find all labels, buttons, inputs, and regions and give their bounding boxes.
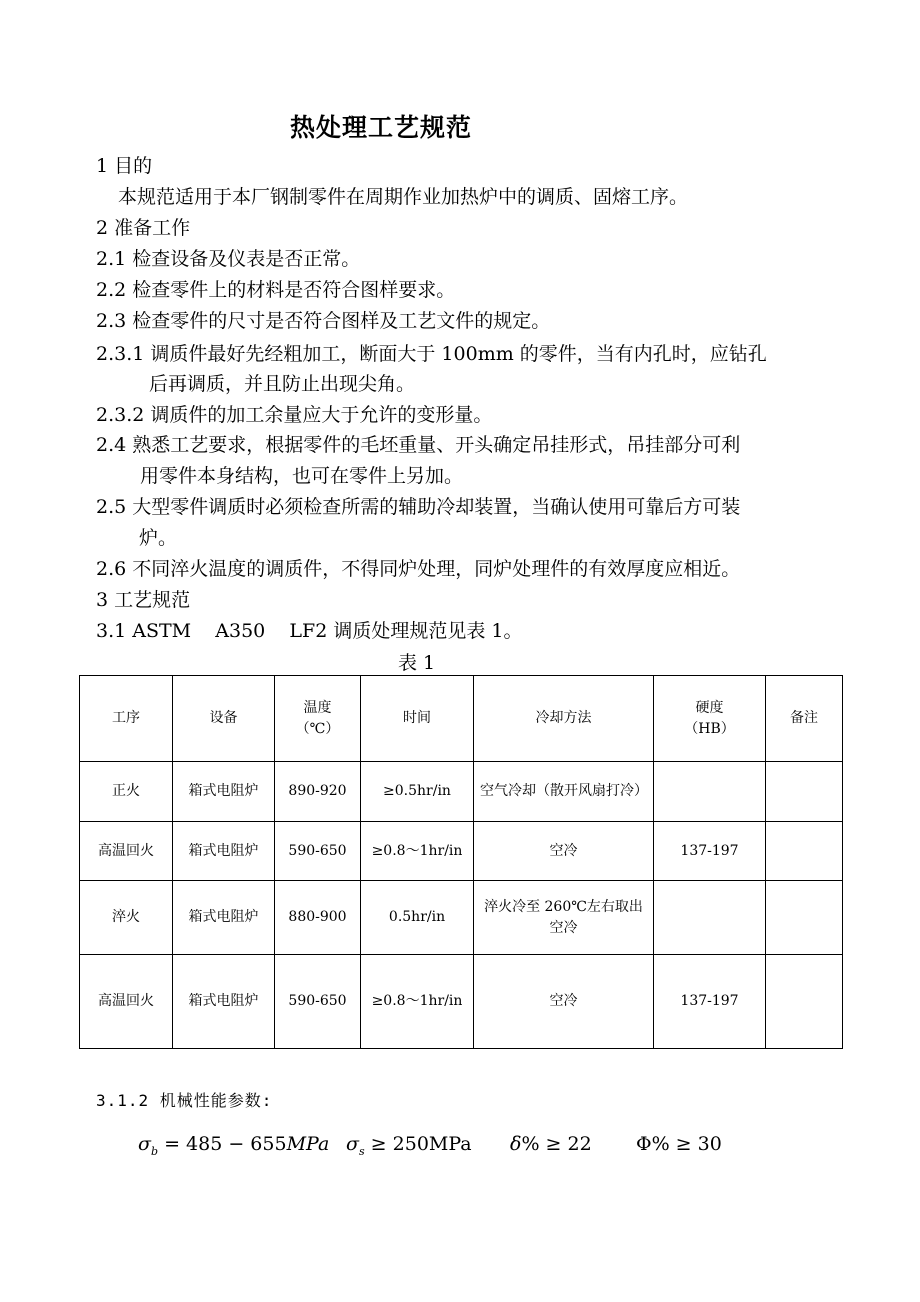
cell-cooling: 淬火冷至 260℃左右取出空冷 <box>474 881 654 955</box>
cell-time: ≥0.8～1hr/in <box>361 822 474 881</box>
cell-process: 高温回火 <box>80 955 173 1049</box>
cell-cooling: 空冷 <box>474 822 654 881</box>
process-table <box>79 675 843 1049</box>
cell-equipment: 箱式电阻炉 <box>173 762 275 822</box>
page-title: 热处理工艺规范 <box>290 113 473 142</box>
table-row <box>80 822 843 881</box>
cell-process: 淬火 <box>80 881 173 955</box>
table-row <box>80 955 843 1049</box>
cell-hardness <box>654 762 766 822</box>
table-row <box>80 881 843 955</box>
item-2-3-1: 2.3.1 调质件最好先经粗加工，断面大于 100mm 的零件，当有内孔时，应钻孔 <box>96 343 767 365</box>
formula-tensile: $\sigma_b = 485 - 655MPa$ <box>138 1133 330 1158</box>
cell-equipment: 箱式电阻炉 <box>173 881 275 955</box>
item-2-5: 2.5 大型零件调质时必须检查所需的辅助冷却装置，当确认使用可靠后方可装 <box>96 496 741 518</box>
table-row <box>80 762 843 822</box>
item-2-5-cont: 炉。 <box>139 527 178 549</box>
item-2-3: 2.3 检查零件的尺寸是否符合图样及工艺文件的规定。 <box>96 310 551 332</box>
cell-cooling: 空冷 <box>474 955 654 1049</box>
cell-equipment: 箱式电阻炉 <box>173 822 275 881</box>
cell-equipment: 箱式电阻炉 <box>173 955 275 1049</box>
formula-yield: $\sigma_s \ge 250MPa$ <box>346 1133 472 1158</box>
item-2-2: 2.2 检查零件上的材料是否符合图样要求。 <box>96 279 456 301</box>
header-cooling: 冷却方法 <box>474 676 654 762</box>
item-3-1: 3.1 ASTM A350 LF2 调质处理规范见表 1。 <box>96 620 523 642</box>
cell-temperature: 590-650 <box>275 822 361 881</box>
header-hardness: 硬度 （HB） <box>654 676 766 762</box>
item-2-1: 2.1 检查设备及仪表是否正常。 <box>96 248 361 270</box>
cell-temperature: 590-650 <box>275 955 361 1049</box>
cell-temperature: 880-900 <box>275 881 361 955</box>
cell-process: 高温回火 <box>80 822 173 881</box>
item-2-3-2: 2.3.2 调质件的加工余量应大于允许的变形量。 <box>96 404 493 426</box>
cell-temperature: 890-920 <box>275 762 361 822</box>
section-1-text: 本规范适用于本厂钢制零件在周期作业加热炉中的调质、固熔工序。 <box>118 186 689 208</box>
item-2-3-1-cont: 后再调质，并且防止出现尖角。 <box>149 373 416 395</box>
cell-time: 0.5hr/in <box>361 881 474 955</box>
cell-cooling: 空气冷却（散开风扇打冷） <box>474 762 654 822</box>
header-remarks: 备注 <box>766 676 843 762</box>
formula-elongation: δ% ≥ 22 <box>510 1133 592 1155</box>
item-2-4: 2.4 熟悉工艺要求，根据零件的毛坯重量、开头确定吊挂形式，吊挂部分可利 <box>96 434 741 456</box>
cell-hardness: 137-197 <box>654 955 766 1049</box>
cell-remarks <box>766 762 843 822</box>
header-equipment: 设备 <box>173 676 275 762</box>
section-3-heading: 3 工艺规范 <box>96 589 191 611</box>
header-process: 工序 <box>80 676 173 762</box>
section-1-heading: 1 目的 <box>96 155 153 177</box>
item-2-6: 2.6 不同淬火温度的调质件，不得同炉处理，同炉处理件的有效厚度应相近。 <box>96 558 741 580</box>
cell-remarks <box>766 881 843 955</box>
formula-reduction: Φ% ≥ 30 <box>636 1133 722 1155</box>
cell-hardness: 137-197 <box>654 822 766 881</box>
cell-remarks <box>766 955 843 1049</box>
mechanical-heading: 3.1.2 机械性能参数: <box>96 1091 273 1110</box>
cell-time: ≥0.8～1hr/in <box>361 955 474 1049</box>
cell-process: 正火 <box>80 762 173 822</box>
table-caption: 表 1 <box>398 652 436 674</box>
header-time: 时间 <box>361 676 474 762</box>
item-2-4-cont: 用零件本身结构，也可在零件上另加。 <box>140 465 464 487</box>
cell-time: ≥0.5hr/in <box>361 762 474 822</box>
header-temperature: 温度 （℃） <box>275 676 361 762</box>
section-2-heading: 2 准备工作 <box>96 217 191 239</box>
cell-hardness <box>654 881 766 955</box>
table-header-row <box>80 676 843 762</box>
cell-remarks <box>766 822 843 881</box>
